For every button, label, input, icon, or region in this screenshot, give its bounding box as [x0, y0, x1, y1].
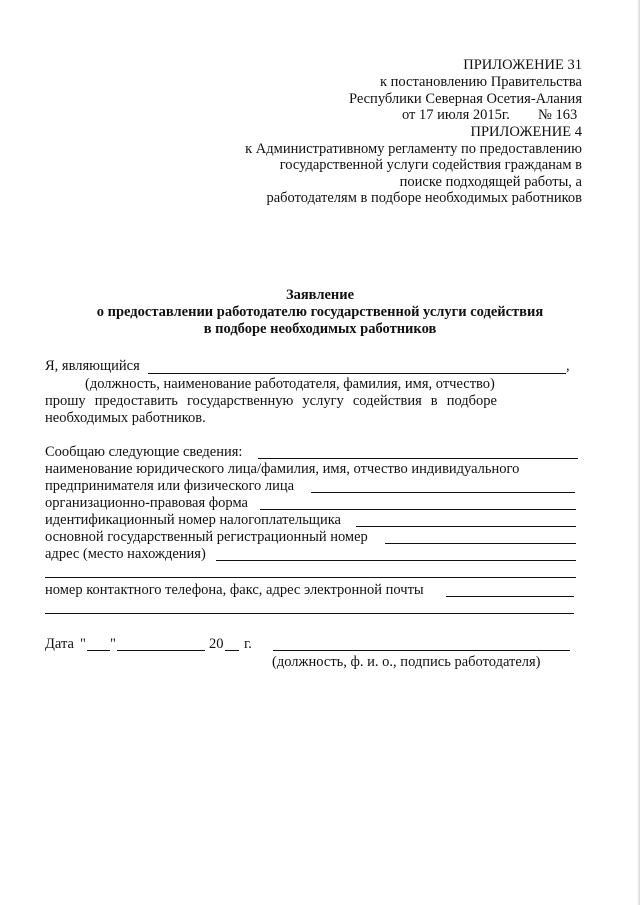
ogrn-label: основной государственный регистрационный номер	[45, 529, 368, 545]
header-line-2: к постановлению Правительства	[380, 74, 582, 90]
date-year-suffix: г.	[244, 636, 252, 652]
header-line-9: работодателям в подборе необходимых работников	[266, 190, 582, 206]
header-line-3: Республики Северная Осетия-Алания	[348, 91, 582, 107]
applicant-hint: (должность, наименование работодателя, фамилия, имя, отчество)	[85, 376, 495, 392]
header-line-6: к Административному регламенту по предоставлению	[245, 141, 582, 157]
date-quote-close: "	[110, 636, 116, 652]
date-day-field[interactable]	[87, 650, 110, 651]
date-label: Дата	[45, 636, 74, 652]
address-field[interactable]	[216, 560, 576, 561]
address-field-continued[interactable]	[45, 577, 576, 578]
header-line-5: ПРИЛОЖЕНИЕ 4	[470, 124, 582, 140]
header-line-1: ПРИЛОЖЕНИЕ 31	[463, 57, 582, 73]
details-label: Сообщаю следующие сведения:	[45, 444, 243, 460]
document-title: Заявление	[285, 287, 355, 303]
contacts-field-continued[interactable]	[45, 613, 574, 614]
ogrn-field[interactable]	[385, 543, 576, 544]
header-line-7: государственной услуги содействия гражданам в	[279, 157, 582, 173]
inn-field[interactable]	[356, 526, 576, 527]
request-line-1: прошу предоставить государственную услугу содействия в подборе	[45, 393, 497, 409]
entity-name-label-2: предпринимателя или физического лица	[45, 478, 295, 494]
details-field[interactable]	[258, 458, 578, 459]
entity-name-field[interactable]	[311, 492, 575, 493]
address-label: адрес (место нахождения)	[45, 546, 206, 562]
document-title-line-3: в подборе необходимых работников	[203, 321, 437, 337]
contacts-field[interactable]	[446, 596, 574, 597]
signature-hint: (должность, ф. и. о., подпись работодателя)	[272, 654, 541, 670]
contacts-label: номер контактного телефона, факс, адрес электронной почты	[45, 582, 424, 598]
legal-form-field[interactable]	[260, 509, 576, 510]
header-line-8: поиске подходящей работы, а	[399, 174, 582, 190]
header-number: № 163	[538, 107, 578, 123]
signature-field[interactable]	[273, 650, 570, 651]
request-line-2: необходимых работников.	[45, 410, 206, 426]
header-date: от 17 июля 2015г.	[402, 107, 510, 123]
document-title-line-2: о предоставлении работодателю государственной услуги содействия	[96, 304, 544, 320]
date-quote-open: "	[80, 636, 86, 652]
date-year-field[interactable]	[225, 650, 239, 651]
applicant-label: Я, являющийся	[45, 358, 140, 374]
entity-name-label: наименование юридического лица/фамилия, имя, отчество индивидуального	[45, 461, 520, 477]
legal-form-label: организационно-правовая форма	[45, 495, 248, 511]
date-month-field[interactable]	[117, 650, 205, 651]
applicant-comma: ,	[566, 358, 570, 374]
date-year-prefix: 20	[209, 636, 224, 652]
inn-label: идентификационный номер налогоплательщика	[45, 512, 341, 528]
applicant-field[interactable]	[148, 373, 566, 374]
